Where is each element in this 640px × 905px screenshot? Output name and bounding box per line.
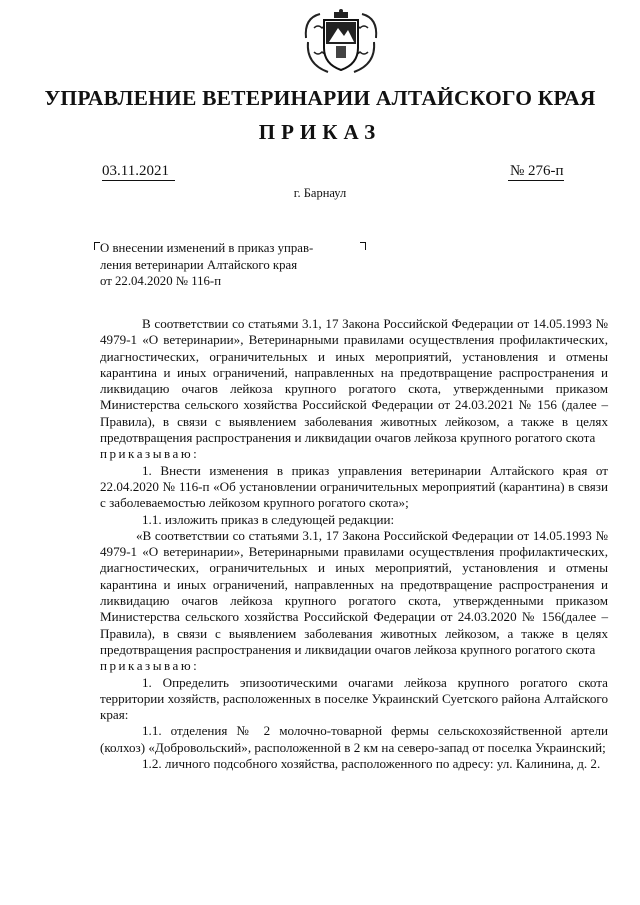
- order-subject: [100, 240, 370, 290]
- subject-corner-right: [360, 242, 366, 250]
- preamble-paragraph: В соответствии со статьями 3.1, 17 Закона Российской Федерации от 14.05.1993 № 4979-1 «О ветеринарии», Ветеринарными правилами осуществления профилактических, диагностических, ограничительных и иных мероприятий, установления и отмены карантина и иных ограничений, направленных на предотвращение распространения и ликвидацию очагов лейкоза крупного рогатого скота, утвержденными приказом Министерства сельского хозяйства Российской Федерации от 24.03.2021 № 156 (далее – Правила), в связи с выявлением заболевания животных лейкозом, а также в целях предотвращения распространения и ликвидации очагов лейкоза крупного рогатого скота: [100, 316, 608, 446]
- order-number: № 276-п: [510, 163, 564, 179]
- subject-line-2: ления ветеринарии Алтайского края: [100, 257, 298, 272]
- order-date: 03.11.2021: [102, 163, 175, 181]
- order-city: г. Барнаул: [293, 186, 347, 200]
- new-clause-1-1: 1.1. отделения № 2 молочно-товарной фермы сельскохозяйственной артели (колхоз) «Добровольский», расположенной в 2 км на северо-запад от поселка Украинский;: [100, 723, 608, 755]
- order-word-new-edition: приказываю:: [100, 658, 200, 674]
- order-body: [100, 316, 608, 772]
- altai-coat-of-arms-emblem: [298, 8, 384, 76]
- organization-title: УПРАВЛЕНИЕ ВЕТЕРИНАРИИ АЛТАЙСКОГО КРАЯ: [44, 86, 596, 110]
- subject-line-1: О внесении изменений в приказ управ-: [100, 241, 314, 255]
- document-type-title: ПРИКАЗ: [258, 120, 382, 144]
- new-clause-1: 1. Определить эпизоотическими очагами лейкоза крупного рогатого скота территории хозяйств, расположенных в поселке Украинский Суетского района Алтайского края:: [100, 674, 608, 723]
- new-clause-1-2: 1.2. личного подсобного хозяйства, расположенного по адресу: ул. Калинина, д. 2.: [142, 756, 601, 772]
- subject-corner-left: [94, 242, 100, 250]
- order-word: приказываю:: [100, 446, 200, 462]
- new-edition-preamble: «В соответствии со статьями 3.1, 17 Закона Российской Федерации от 14.05.1993 № 4979-1 «О ветеринарии», Ветеринарными правилами осуществления профилактических, диагностических, ограничительных и иных мероприятий, установления и отмены карантина и иных ограничений, направленных на предотвращение распространения и ликвидацию очагов лейкоза крупного рогатого скота, утвержденными приказом Министерства сельского хозяйства Российской Федерации от 24.03.2020 № 156(далее – Правила), в связи с выявлением заболевания животных лейкозом, а также в целях предотвращения распространения и ликвидации очагов лейкоза крупного рогатого скота: [100, 527, 608, 657]
- subject-line-3: от 22.04.2020 № 116-п: [100, 274, 222, 288]
- clause-1: 1. Внести изменения в приказ управления ветеринарии Алтайского края от 22.04.2020 № 116-п «Об установлении ограничительных мероприятий (карантина) в связи с заболеваемостью лейкозом крупного рогатого скота»;: [100, 462, 608, 511]
- clause-1-1: 1.1. изложить приказ в следующей редакции:: [142, 511, 395, 527]
